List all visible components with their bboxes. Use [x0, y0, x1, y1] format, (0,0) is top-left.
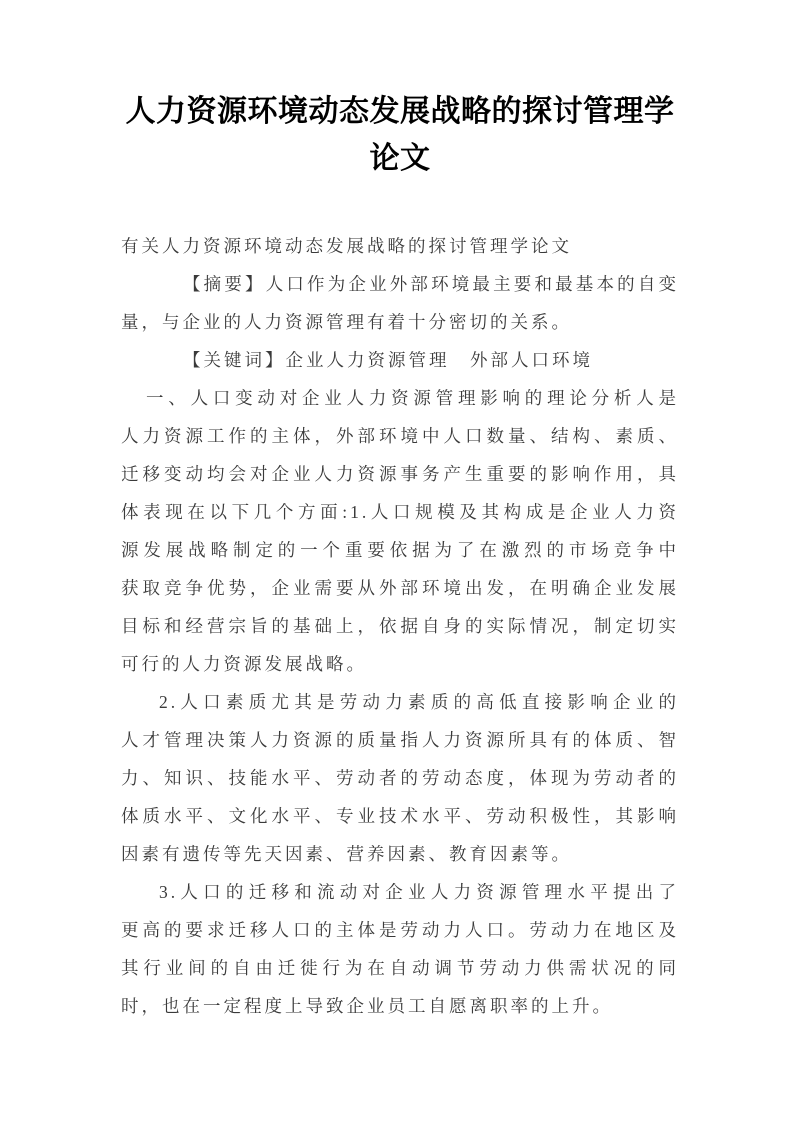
document-title	[60, 88, 740, 182]
text-line: 量，与企业的人力资源管理有着十分密切的关系。	[121, 312, 572, 332]
text-line: 人才管理决策人力资源的质量指人力资源所具有的体质、智	[121, 730, 679, 750]
text-line: 体表现在以下几个方面:1.人口规模及其构成是企业人力资	[121, 502, 679, 522]
paragraph	[121, 265, 679, 341]
paragraph	[121, 341, 679, 379]
text-line: 目标和经营宗旨的基础上，依据自身的实际情况，制定切实	[121, 616, 679, 636]
text-line: 一、人口变动对企业人力资源管理影响的理论分析人是	[146, 388, 679, 408]
text-line: 体质水平、文化水平、专业技术水平、劳动积极性，其影响	[121, 806, 679, 826]
text-line: 【关键词】企业人力资源管理 外部人口环境	[183, 350, 593, 370]
text-line: 力、知识、技能水平、劳动者的劳动态度，体现为劳动者的	[121, 768, 679, 788]
title-line-2: 论文	[369, 142, 431, 175]
text-line: 时，也在一定程度上导致企业员工自愿离职率的上升。	[121, 996, 613, 1016]
paragraph	[121, 683, 679, 873]
paragraph	[121, 227, 679, 265]
text-line: 获取竞争优势，企业需要从外部环境出发，在明确企业发展	[121, 578, 679, 598]
text-line: 有关人力资源环境动态发展战略的探讨管理学论文	[121, 236, 572, 256]
title-line-1: 人力资源环境动态发展战略的探讨管理学	[125, 95, 675, 128]
text-line: 可行的人力资源发展战略。	[121, 654, 367, 674]
text-line: 3.人口的迁移和流动对企业人力资源管理水平提出了	[159, 882, 679, 902]
document-body	[121, 227, 679, 1025]
text-line: 因素有遗传等先天因素、营养因素、教育因素等。	[121, 844, 572, 864]
text-line: 迁移变动均会对企业人力资源事务产生重要的影响作用，具	[121, 464, 679, 484]
text-line: 人力资源工作的主体，外部环境中人口数量、结构、素质、	[121, 426, 679, 446]
text-line: 源发展战略制定的一个重要依据为了在激烈的市场竞争中	[121, 540, 679, 560]
text-line: 其行业间的自由迁徙行为在自动调节劳动力供需状况的同	[121, 958, 679, 978]
text-line: 【摘要】人口作为企业外部环境最主要和最基本的自变	[183, 274, 679, 294]
text-line: 更高的要求迁移人口的主体是劳动力人口。劳动力在地区及	[121, 920, 679, 940]
text-line: 2.人口素质尤其是劳动力素质的高低直接影响企业的	[159, 692, 679, 712]
paragraph	[121, 873, 679, 1025]
paragraph	[121, 379, 679, 683]
